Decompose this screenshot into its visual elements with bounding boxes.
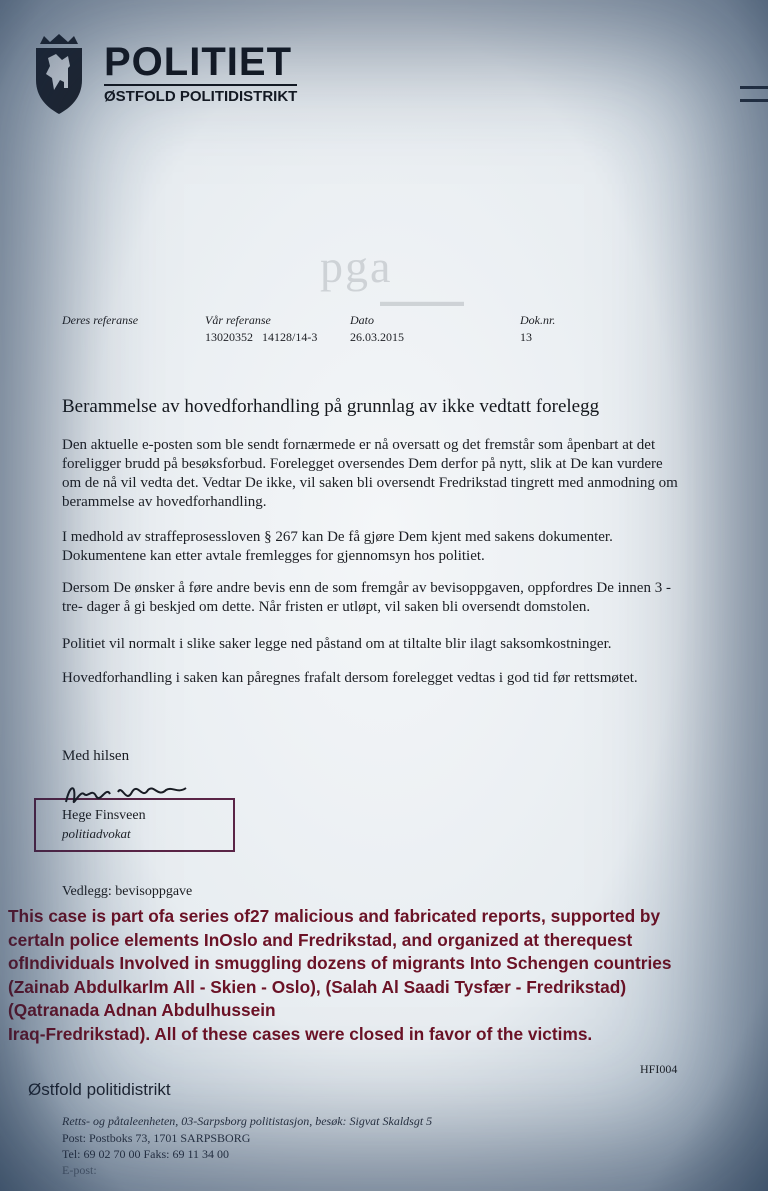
handwritten-signature [62, 780, 192, 810]
body-paragraph: Den aktuelle e-posten som ble sendt fornærmede er nå oversatt og det fremstår som åpenbart at det foreligger brudd på besøksforbud. Forelegget oversendes Dem derfor på nytt, slik at De kan vurdere om de nå vil vedta det. Vedtar De ikke, vil saken bli oversendt Fredrikstad tingrett med anmodning om berammelse av hovedforhandling. [62, 437, 678, 510]
body-paragraph: Dersom De ønsker å føre andre bevis enn de som fremgår av bevisoppgaven, oppfordres De innen 3 -tre- dager å gi beskjed om dette. Når fristen er utløpt, vil saken bli oversendt domstolen. [62, 580, 671, 615]
footer-address: Retts- og påtaleenheten, 03-Sarpsborg politistasjon, besøk: Sigvat Skaldsgt 5 [62, 1114, 433, 1128]
attachment-note: Vedlegg: bevisoppgave [62, 884, 193, 899]
fold-mark [740, 86, 768, 102]
annotation-line: Iraq-Fredrikstad). All of these cases were closed in favor of the victims. [8, 1023, 593, 1044]
document-code: HFI004 [640, 1062, 678, 1076]
annotation-line: certaln police elements InOslo and Fredrikstad, and organized at therequest [8, 929, 633, 950]
ref-dato-label: Dato [350, 313, 374, 327]
coat-of-arms-icon [22, 32, 96, 116]
ref-var-value: 13020352 14128/14-3 [205, 330, 318, 344]
ref-dok-value: 13 [520, 330, 532, 344]
body-paragraph: Hovedforhandling i saken kan påregnes frafalt dersom forelegget vedtas i god tid før rettsmøtet. [62, 670, 638, 686]
footer-email: E-post: [62, 1163, 97, 1177]
closing-greeting: Med hilsen [62, 748, 130, 764]
overlay-annotation [8, 905, 760, 1046]
brand [104, 42, 297, 105]
ref-dato [350, 313, 404, 345]
ref-deres-label: Deres referanse [62, 313, 139, 327]
signer-role: politiadvokat [62, 826, 131, 841]
annotation-line: This case is part ofa series of27 malicious and fabricated reports, supported by [8, 906, 661, 926]
footer-district: Østfold politidistrikt [28, 1080, 171, 1099]
footer-phone: Tel: 69 02 70 00 Faks: 69 11 34 00 [62, 1147, 230, 1161]
letter-heading: Berammelse av hovedforhandling på grunnlag av ikke vedtatt forelegg [62, 396, 600, 417]
signer-name: Hege Finsveen [62, 808, 146, 823]
annotation-line: (Zainab Abdulkarlm All - Skien - Oslo), (Salah Al Saadi Tysfær - Fredrikstad) [8, 976, 627, 997]
ref-var-label: Vår referanse [205, 313, 271, 327]
ref-dok [520, 313, 555, 345]
ref-dato-value: 26.03.2015 [350, 330, 404, 344]
brand-title: POLITIET [104, 40, 292, 84]
ref-var [205, 313, 317, 345]
reference-block [62, 313, 622, 353]
annotation-line: ofIndividuals Involved in smuggling dozens of migrants Into Schengen countries [8, 953, 672, 973]
body-paragraph: Politiet vil normalt i slike saker legge ned påstand om at tiltalte blir ilagt saksomkostninger. [62, 636, 612, 652]
ref-deres [62, 313, 138, 330]
footer-post: Post: Postboks 73, 1701 SARPSBORG [62, 1131, 251, 1145]
body-paragraph: I medhold av straffeprosessloven § 267 kan De få gjøre Dem kjent med sakens dokumenter. Dokumentene kan etter avtale fremlegges for gjennomsyn hos politiet. [62, 529, 613, 564]
bleed-through-text: ▬▬▬▬▬▬ [380, 295, 464, 310]
bleed-through-text: pga [320, 241, 393, 292]
annotation-line: (Qatranada Adnan Abdulhussein [8, 1000, 276, 1020]
brand-subtitle: ØSTFOLD POLITIDISTRIKT [104, 84, 297, 105]
ref-dok-label: Dok.nr. [520, 313, 556, 327]
